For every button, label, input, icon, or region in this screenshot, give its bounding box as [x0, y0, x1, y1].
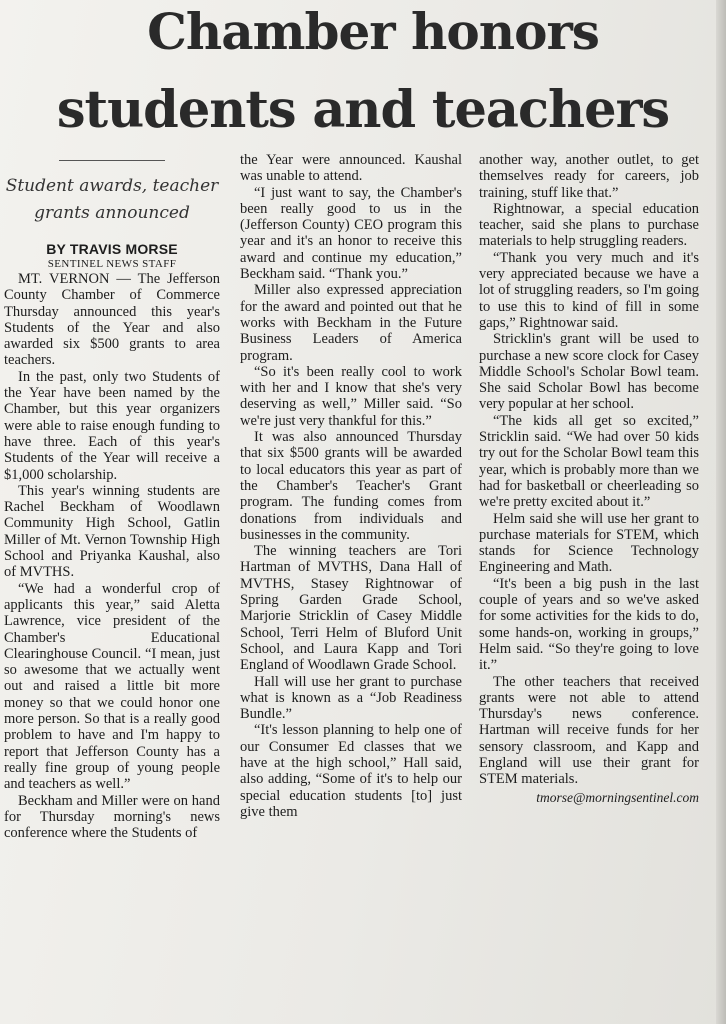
paragraph: Hall will use her grant to purchase what is known as a “Job Readiness Bundle.”: [240, 673, 462, 723]
article-column-2: [240, 152, 462, 1020]
author-email: tmorse@morningsentinel.com: [536, 789, 699, 805]
paragraph: “The kids all get so excited,” Stricklin said. “We had over 50 kids try out for the Scholar Bowl team this year, which is probably more than we had for basketball or cheerleading so we're pretty excited about it.”: [479, 412, 699, 511]
paragraph: “It's been a big push in the last couple of years and so we've asked for some activities for the kids to do, some hands-on, working in groups,” Helm said. “So they're going to love it.”: [479, 575, 699, 674]
paragraph: Miller also expressed appreciation for the award and pointed out that he works with Beckham in the Future Business Leaders of America program.: [240, 282, 462, 364]
staff-line: SENTINEL NEWS STAFF: [47, 258, 177, 270]
paragraph: “I just want to say, the Chamber's been really good to us in the (Jefferson County) CEO program this year and it's an honor to receive this award and continue my education,” Beckham said. “Thank you.”: [240, 184, 462, 283]
paragraph: the Year were announced. Kaushal was unable to attend.: [240, 152, 462, 185]
page-edge: [716, 0, 726, 1024]
paragraph: “Thank you very much and it's very appreciated because we have a lot of struggling readers, so I'm going to use this to kind of fill in some gaps,” Rightnowar said.: [479, 249, 699, 331]
headline-line-1: Chamber honors: [147, 2, 599, 61]
paragraph: It was also announced Thursday that six $500 grants will be awarded to local educators this year as part of the Chamber's Teacher's Grant program. The funding comes from donations from individuals and businesses in the community.: [240, 429, 462, 543]
paragraph: Stricklin's grant will be used to purchase a new score clock for Casey Middle School's Scholar Bowl team. She said Scholar Bowl has become very popular at her school.: [479, 331, 699, 413]
paragraph: MT. VERNON — The Jefferson County Chamber of Commerce Thursday announced this year's Students of the Year and also awarded six $500 grants to area teachers.: [4, 271, 220, 369]
paragraph: Helm said she will use her grant to purchase materials for STEM, which stands for Science Technology Engineering and Math.: [479, 510, 699, 576]
article-deck: Student awards, teacher grants announced: [5, 176, 219, 223]
paragraph: Rightnowar, a special education teacher, said she plans to purchase materials to help struggling readers.: [479, 200, 699, 250]
byline: BY TRAVIS MORSE: [46, 241, 178, 257]
headline-line-2: students and teachers: [56, 80, 670, 140]
paragraph: “It's lesson planning to help one of our Consumer Ed classes that we have at the high school,” Hall said, also adding, “Some of it's to help our special education students [to] just give them: [240, 722, 462, 820]
paragraph: The winning teachers are Tori Hartman of MVTHS, Dana Hall of MVTHS, Stasey Rightnowar of Spring Garden Grade School, Marjorie Stricklin of Casey Middle School, Terri Helm of Bluford Unit School, and Laura Kapp and Tori England of Woodlawn Grade School.: [240, 543, 462, 674]
paragraph: another way, another outlet, to get themselves ready for careers, job training, stuff like that.”: [479, 152, 699, 201]
deck-divider: [59, 160, 165, 161]
article-column-3: [479, 152, 699, 1020]
paragraph: In the past, only two Students of the Year have been named by the Chamber, but this year organizers were able to raise enough funding to have three. Each of this year's Students of the Year will receive a $1,000 scholarship.: [4, 368, 220, 483]
paragraph: This year's winning students are Rachel Beckham of Woodlawn Community High School, Gatlin Miller of Mt. Vernon Township High School and Priyanka Kaushal, also of MVTHS.: [4, 482, 220, 581]
paragraph: “So it's been really cool to work with her and I know that she's very deserving as well,” Miller said. “So we're just very thankful for this.”: [240, 363, 462, 429]
paragraph: “We had a wonderful crop of applicants this year,” said Aletta Lawrence, vice president of the Chamber's Educational Clearinghouse Council. “I mean, just so awesome that we actually went out and raised a little bit more money so that we could honor one more person. So that is a really good problem to have and I'm happy to report that Jefferson County has a really fine group of young people and teachers as well.”: [4, 580, 220, 793]
paragraph: Beckham and Miller were on hand for Thursday morning's news conference where the Students of: [4, 792, 220, 842]
article-column-1: [4, 152, 220, 1020]
paragraph: The other teachers that received grants were not able to attend Thursday's news conference. Hartman will receive funds for her sensory classroom, and Kapp and England will use their grant for STEM materials.: [479, 673, 699, 788]
